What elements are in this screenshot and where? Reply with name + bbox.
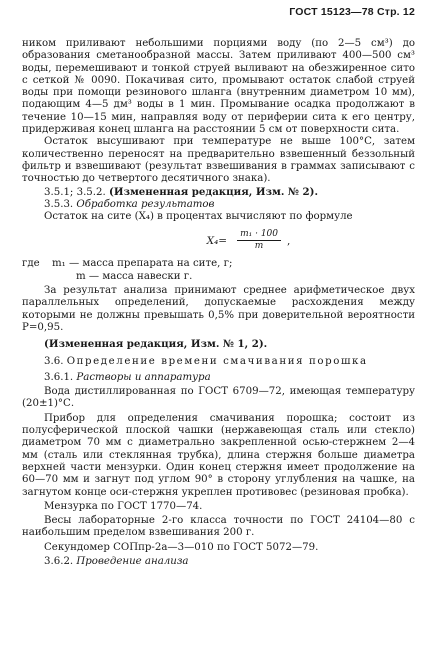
section-title: Определение времени смачивания порошка [66, 355, 368, 367]
revision-note-text: (Измененная редакция, Изм. № 1, 2). [44, 338, 268, 351]
revision-note [22, 338, 415, 351]
section-title: Обработка результатов [76, 198, 215, 210]
paragraph-cylinder: Мензурка по ГОСТ 1770—74. [44, 500, 203, 512]
standard-number: ГОСТ 15123—78 [289, 6, 374, 18]
variable-definition [22, 258, 415, 270]
clause-number: 3.6.2. [44, 555, 77, 567]
paragraph-result: За результат анализа принимают среднее арифметическое двух параллельных определений, допускаемые расхождения между которыми не должны превышать 0,5% при доверительной вероятности P=0,95. [22, 285, 415, 333]
variable-definition [22, 271, 415, 283]
where-label: где [22, 258, 40, 270]
variable-m: m — масса навески г. [76, 270, 193, 282]
variable-m1: m₁ — масса препарата на сите, г; [52, 258, 233, 270]
paragraph-device: Прибор для определения смачивания порошка; состоит из полусферической плоской чашки (нержавеющая сталь или стекло) диаметром 70 мм с диаметрально закрепленной осью-стержнем 2—4 мм (сталь или стеклянная трубка), длина стержня больше диаметра верхней части мензурки. Один конец стержня имеет продолжение на 60—70 мм и загнут под углом 90° в сторону углубления на чашке, на загнутом конце оси-стержня укреплен противовес (резиновая пробка). [22, 412, 415, 498]
formula-denominator: m [254, 241, 264, 252]
formula-fraction [237, 229, 281, 252]
section-3-6-heading [22, 356, 415, 368]
section-title: Проведение анализа [76, 555, 189, 567]
clause-number: 3.5.3. [44, 198, 77, 210]
formula [82, 229, 415, 252]
formula-tail: , [287, 234, 291, 247]
section-title: Растворы и аппаратура [76, 371, 211, 383]
paragraph-washing: ником приливают небольшими порциями воду (по 2—5 см³) до образования сметанообразной массы. Затем приливают 400—500 см³ воды, перемешивают и тонкой струей выливают на обезжиренное сито с сеткой № 0090. Покачивая сито, промывают остаток слабой струей воды при помощи резинового шланга (внутренним диаметром 10 мм), подающим 4—5 дм³ воды в 1 мин. Промывание осадка продолжают в течение 10—15 мин, направляя воду от периферии сита к его центру, придерживая конец шланга на расстоянии 5 см от поверхности сита. [22, 38, 415, 136]
paragraph-drying: Остаток высушивают при температуре не выше 100°С, затем количественно переносят на предварительно взвешенный беззольный фильтр и взвешивают (результат взвешивания в граммах записывают с точностью до четвертого десятичного знака). [22, 136, 415, 185]
page-header [289, 6, 415, 18]
paragraph-revision-3-5 [22, 186, 415, 199]
section-3-6-1-heading [22, 372, 415, 384]
paragraph-stopwatch: Секундомер СОПпр-2а—3—010 по ГОСТ 5072—79. [44, 541, 319, 553]
formula-lhs: X₄= [206, 234, 228, 247]
clause-number: 3.5.1; 3.5.2. [44, 186, 109, 198]
page-number: Стр. 12 [376, 6, 415, 18]
revision-note: (Измененная редакция, Изм. № 2). [109, 185, 319, 198]
formula-intro: Остаток на сите (X₄) в процентах вычисляют по формуле [44, 211, 353, 223]
formula-numerator: m₁ · 100 [237, 229, 281, 241]
body-text [22, 38, 415, 568]
paragraph-scales: Весы лабораторные 2-го класса точности по ГОСТ 24104—80 с наибольшим пределом взвешивания 200 г. [22, 515, 415, 539]
clause-number: 3.6.1. [44, 371, 77, 383]
section-3-6-2-heading [22, 556, 415, 568]
paragraph-water: Вода дистиллированная по ГОСТ 6709—72, имеющая температуру (20±1)°С. [22, 386, 415, 410]
clause-number: 3.6. [44, 355, 67, 367]
section-3-5-3-heading [22, 199, 415, 211]
